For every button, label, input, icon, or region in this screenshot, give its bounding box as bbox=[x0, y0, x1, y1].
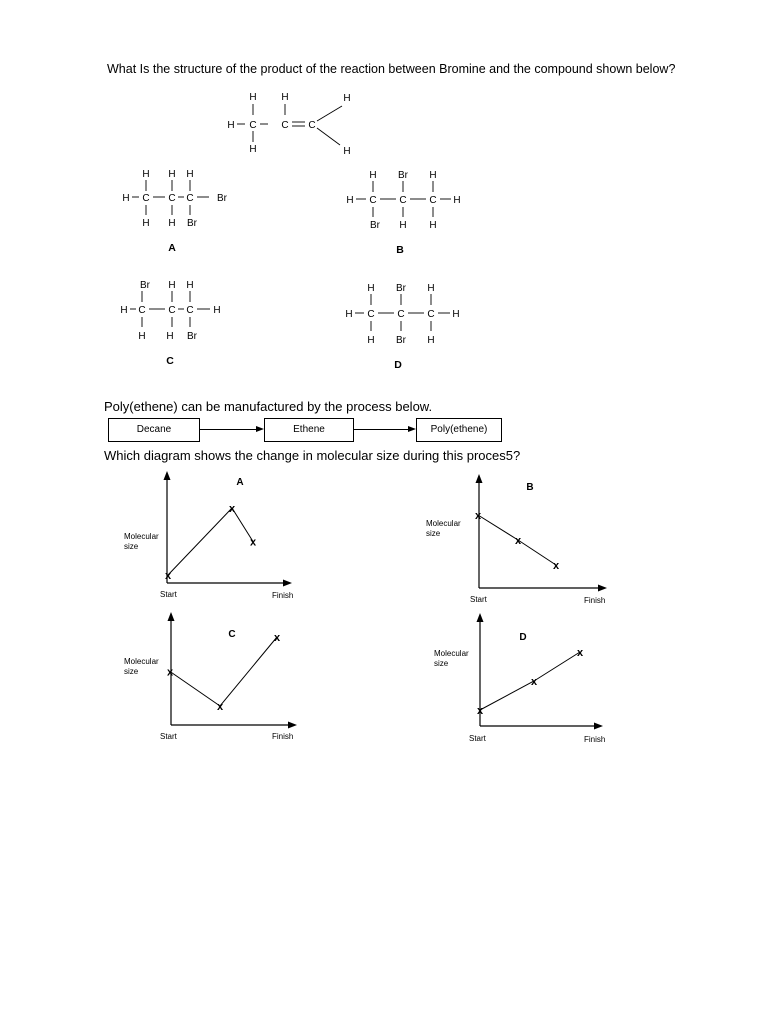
graph-b-point-2: x bbox=[514, 535, 522, 547]
graph-b-start-label: Start bbox=[470, 595, 487, 604]
graph-a-ylabel-line2: size bbox=[124, 542, 139, 551]
atom-hydrogen: H bbox=[453, 195, 461, 206]
graph-b-ylabel-line2: size bbox=[426, 529, 441, 538]
atom-carbon: C bbox=[367, 309, 375, 320]
atom-hydrogen: H bbox=[367, 283, 375, 294]
atom-carbon: C bbox=[186, 305, 194, 316]
graph-c-ylabel-line2: size bbox=[124, 667, 139, 676]
atom-bromine: Br bbox=[140, 280, 150, 291]
graph-b-point-3: x bbox=[552, 560, 560, 572]
atom-bromine: Br bbox=[187, 218, 197, 229]
atom-bromine: Br bbox=[396, 335, 406, 346]
atom-hydrogen: H bbox=[249, 144, 257, 155]
question-2-text: Which diagram shows the change in molecular size during this proces5? bbox=[104, 448, 521, 463]
atom-carbon: C bbox=[429, 195, 437, 206]
graph-b-finish-label: Finish bbox=[584, 596, 606, 605]
graph-a-ylabel-line1: Molecular bbox=[124, 532, 159, 541]
atom-hydrogen: H bbox=[142, 169, 150, 180]
option-label-a: A bbox=[168, 242, 176, 254]
atom-hydrogen: H bbox=[343, 146, 351, 157]
atom-hydrogen: H bbox=[168, 218, 176, 229]
graph-c-series-line bbox=[170, 637, 277, 706]
atom-hydrogen: H bbox=[346, 195, 354, 206]
flow-box-ethene: Ethene bbox=[264, 418, 354, 442]
atom-hydrogen: H bbox=[186, 280, 194, 291]
atom-hydrogen: H bbox=[399, 220, 407, 231]
atom-hydrogen: H bbox=[142, 218, 150, 229]
atom-hydrogen: H bbox=[367, 335, 375, 346]
atom-hydrogen: H bbox=[427, 335, 435, 346]
graph-c-ylabel-line1: Molecular bbox=[124, 657, 159, 666]
question-2-intro: Poly(ethene) can be manufactured by the process below. bbox=[104, 399, 433, 414]
arrow-up-icon bbox=[476, 474, 483, 483]
graph-b-title: B bbox=[526, 482, 534, 493]
atom-bromine: Br bbox=[396, 283, 406, 294]
arrow-up-icon bbox=[168, 612, 175, 621]
atom-hydrogen: H bbox=[166, 331, 174, 342]
atom-carbon: C bbox=[186, 193, 194, 204]
atom-hydrogen: H bbox=[429, 170, 437, 181]
graph-d-ylabel-line1: Molecular bbox=[434, 649, 469, 658]
graph-d-point-2: x bbox=[530, 676, 538, 688]
graph-b-ylabel-line1: Molecular bbox=[426, 519, 461, 528]
graph-d-point-3: x bbox=[576, 647, 584, 659]
atom-bromine: Br bbox=[217, 193, 227, 204]
graph-a-point-2: x bbox=[228, 503, 236, 515]
graph-c-point-1: x bbox=[166, 666, 174, 679]
graph-c-point-3: x bbox=[273, 632, 281, 644]
arrow-up-icon bbox=[164, 471, 171, 480]
atom-hydrogen: H bbox=[186, 169, 194, 180]
atom-carbon: C bbox=[142, 193, 150, 204]
arrow-right-icon bbox=[598, 585, 607, 592]
atom-hydrogen: H bbox=[168, 280, 176, 291]
graph-d-start-label: Start bbox=[469, 734, 486, 743]
atom-carbon: C bbox=[369, 195, 377, 206]
graph-b-point-1: x bbox=[474, 510, 482, 522]
atom-bromine: Br bbox=[370, 220, 380, 231]
graph-d-title: D bbox=[519, 632, 527, 643]
question-1-text: What Is the structure of the product of the reaction between Bromine and the compound shown below? bbox=[107, 62, 676, 76]
graph-d-ylabel-line2: size bbox=[434, 659, 449, 668]
atom-hydrogen: H bbox=[281, 92, 289, 103]
atom-hydrogen: H bbox=[369, 170, 377, 181]
graph-a-start-label: Start bbox=[160, 590, 177, 599]
atom-carbon: C bbox=[399, 195, 407, 206]
atom-hydrogen: H bbox=[213, 305, 221, 316]
atom-hydrogen: H bbox=[120, 305, 128, 316]
arrow-right-icon bbox=[283, 580, 292, 587]
atom-carbon: C bbox=[168, 305, 176, 316]
atom-carbon: C bbox=[138, 305, 146, 316]
option-label-d: D bbox=[394, 359, 402, 371]
atom-carbon: C bbox=[308, 120, 316, 131]
arrow-right-icon bbox=[594, 723, 603, 730]
atom-hydrogen: H bbox=[227, 120, 235, 131]
atom-carbon: C bbox=[397, 309, 405, 320]
flow-box-decane: Decane bbox=[108, 418, 200, 442]
graph-c-finish-label: Finish bbox=[272, 732, 294, 741]
option-label-c: C bbox=[166, 355, 174, 367]
graph-a-title: A bbox=[236, 477, 244, 488]
arrow-up-icon bbox=[477, 613, 484, 622]
graph-c-point-2: x bbox=[216, 701, 224, 713]
atom-carbon: C bbox=[281, 120, 289, 131]
atom-hydrogen: H bbox=[452, 309, 460, 320]
graph-d-finish-label: Finish bbox=[584, 735, 606, 744]
atom-hydrogen: H bbox=[249, 92, 257, 103]
atom-hydrogen: H bbox=[138, 331, 146, 342]
atom-hydrogen: H bbox=[343, 93, 351, 104]
graph-a-series-line bbox=[168, 508, 253, 575]
atom-hydrogen: H bbox=[168, 169, 176, 180]
graph-d-point-1: x bbox=[476, 705, 484, 717]
atom-hydrogen: H bbox=[345, 309, 353, 320]
graph-a-point-1: x bbox=[164, 570, 172, 582]
atom-carbon: C bbox=[427, 309, 435, 320]
atom-hydrogen: H bbox=[122, 193, 130, 204]
flow-box-polyethene: Poly(ethene) bbox=[416, 418, 502, 442]
atom-hydrogen: H bbox=[427, 283, 435, 294]
atom-hydrogen: H bbox=[429, 220, 437, 231]
graph-c-title: C bbox=[228, 629, 236, 640]
option-label-b: B bbox=[396, 244, 404, 256]
graph-a-point-3: x bbox=[249, 536, 257, 549]
atom-carbon: C bbox=[168, 193, 176, 204]
arrow-right-icon bbox=[288, 722, 297, 729]
atom-carbon: C bbox=[249, 120, 257, 131]
atom-bromine: Br bbox=[187, 331, 197, 342]
atom-bromine: Br bbox=[398, 170, 408, 181]
graph-a-finish-label: Finish bbox=[272, 591, 294, 600]
graph-c-start-label: Start bbox=[160, 732, 177, 741]
